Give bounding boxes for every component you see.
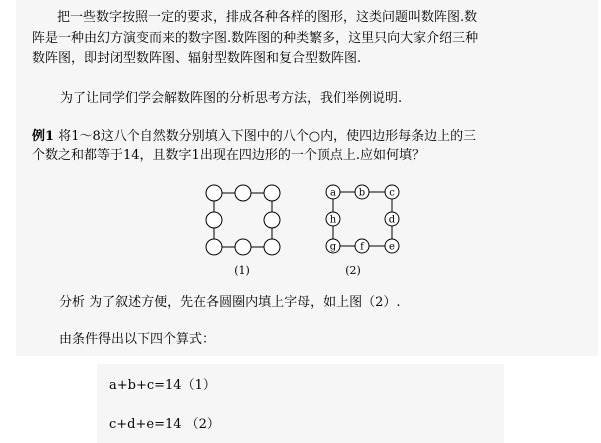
- fig1-circle: [206, 212, 222, 228]
- fig2-letter-e: e: [389, 241, 395, 253]
- analysis-line-1: 分析 为了叙述方便，先在各圆圈内填上字母，如上图（2）.: [59, 295, 401, 310]
- intro-line-2: 阵是一种由幻方演变而来的数字图.数阵图的种类繁多，这里只向大家介绍三种: [32, 31, 479, 46]
- fig1-circle: [235, 185, 251, 201]
- intro-line-1: 把一些数字按照一定的要求，排成各种各样的图形，这类问题叫数阵图.数: [57, 10, 478, 25]
- formula-1: a+b+c=14（1）: [109, 378, 216, 393]
- formula-2: c+d+e=14 （2）: [109, 417, 220, 432]
- fig2-letter-d: d: [388, 214, 396, 226]
- fig1-caption: (1): [234, 264, 250, 277]
- fig1-circle: [235, 239, 251, 255]
- fig2-letter-a: a: [330, 187, 336, 199]
- example-label: 例1: [32, 129, 55, 144]
- figure-1: [206, 185, 280, 255]
- fig1-circle: [264, 212, 280, 228]
- example-line-2: 个数之和都等于14，且数字1出现在四边形的一个顶点上.应如何填？: [32, 148, 425, 163]
- fig2-letter-b: b: [358, 187, 366, 199]
- fig1-circle: [264, 239, 280, 255]
- fig2-letter-h: h: [329, 214, 337, 226]
- fig1-circle: [206, 239, 222, 255]
- fig2-caption: (2): [345, 264, 361, 277]
- fig1-circle: [264, 185, 280, 201]
- fig2-letter-g: g: [329, 241, 337, 253]
- intro-line-4: 为了让同学们学会解数阵图的分析思考方法，我们举例说明.: [60, 91, 403, 106]
- intro-line-3: 数阵图，即封闭型数阵图、辐射型数阵图和复合型数阵图.: [32, 51, 362, 66]
- fig2-letter-c: c: [389, 187, 395, 199]
- example-text-1: 将1～8这八个自然数分别填入下图中的八个○内，使四边形每条边上的三: [58, 129, 477, 144]
- fig1-circle: [206, 185, 222, 201]
- fig2-letter-f: f: [360, 241, 364, 253]
- analysis-line-2: 由条件得出以下四个算式：: [59, 332, 216, 347]
